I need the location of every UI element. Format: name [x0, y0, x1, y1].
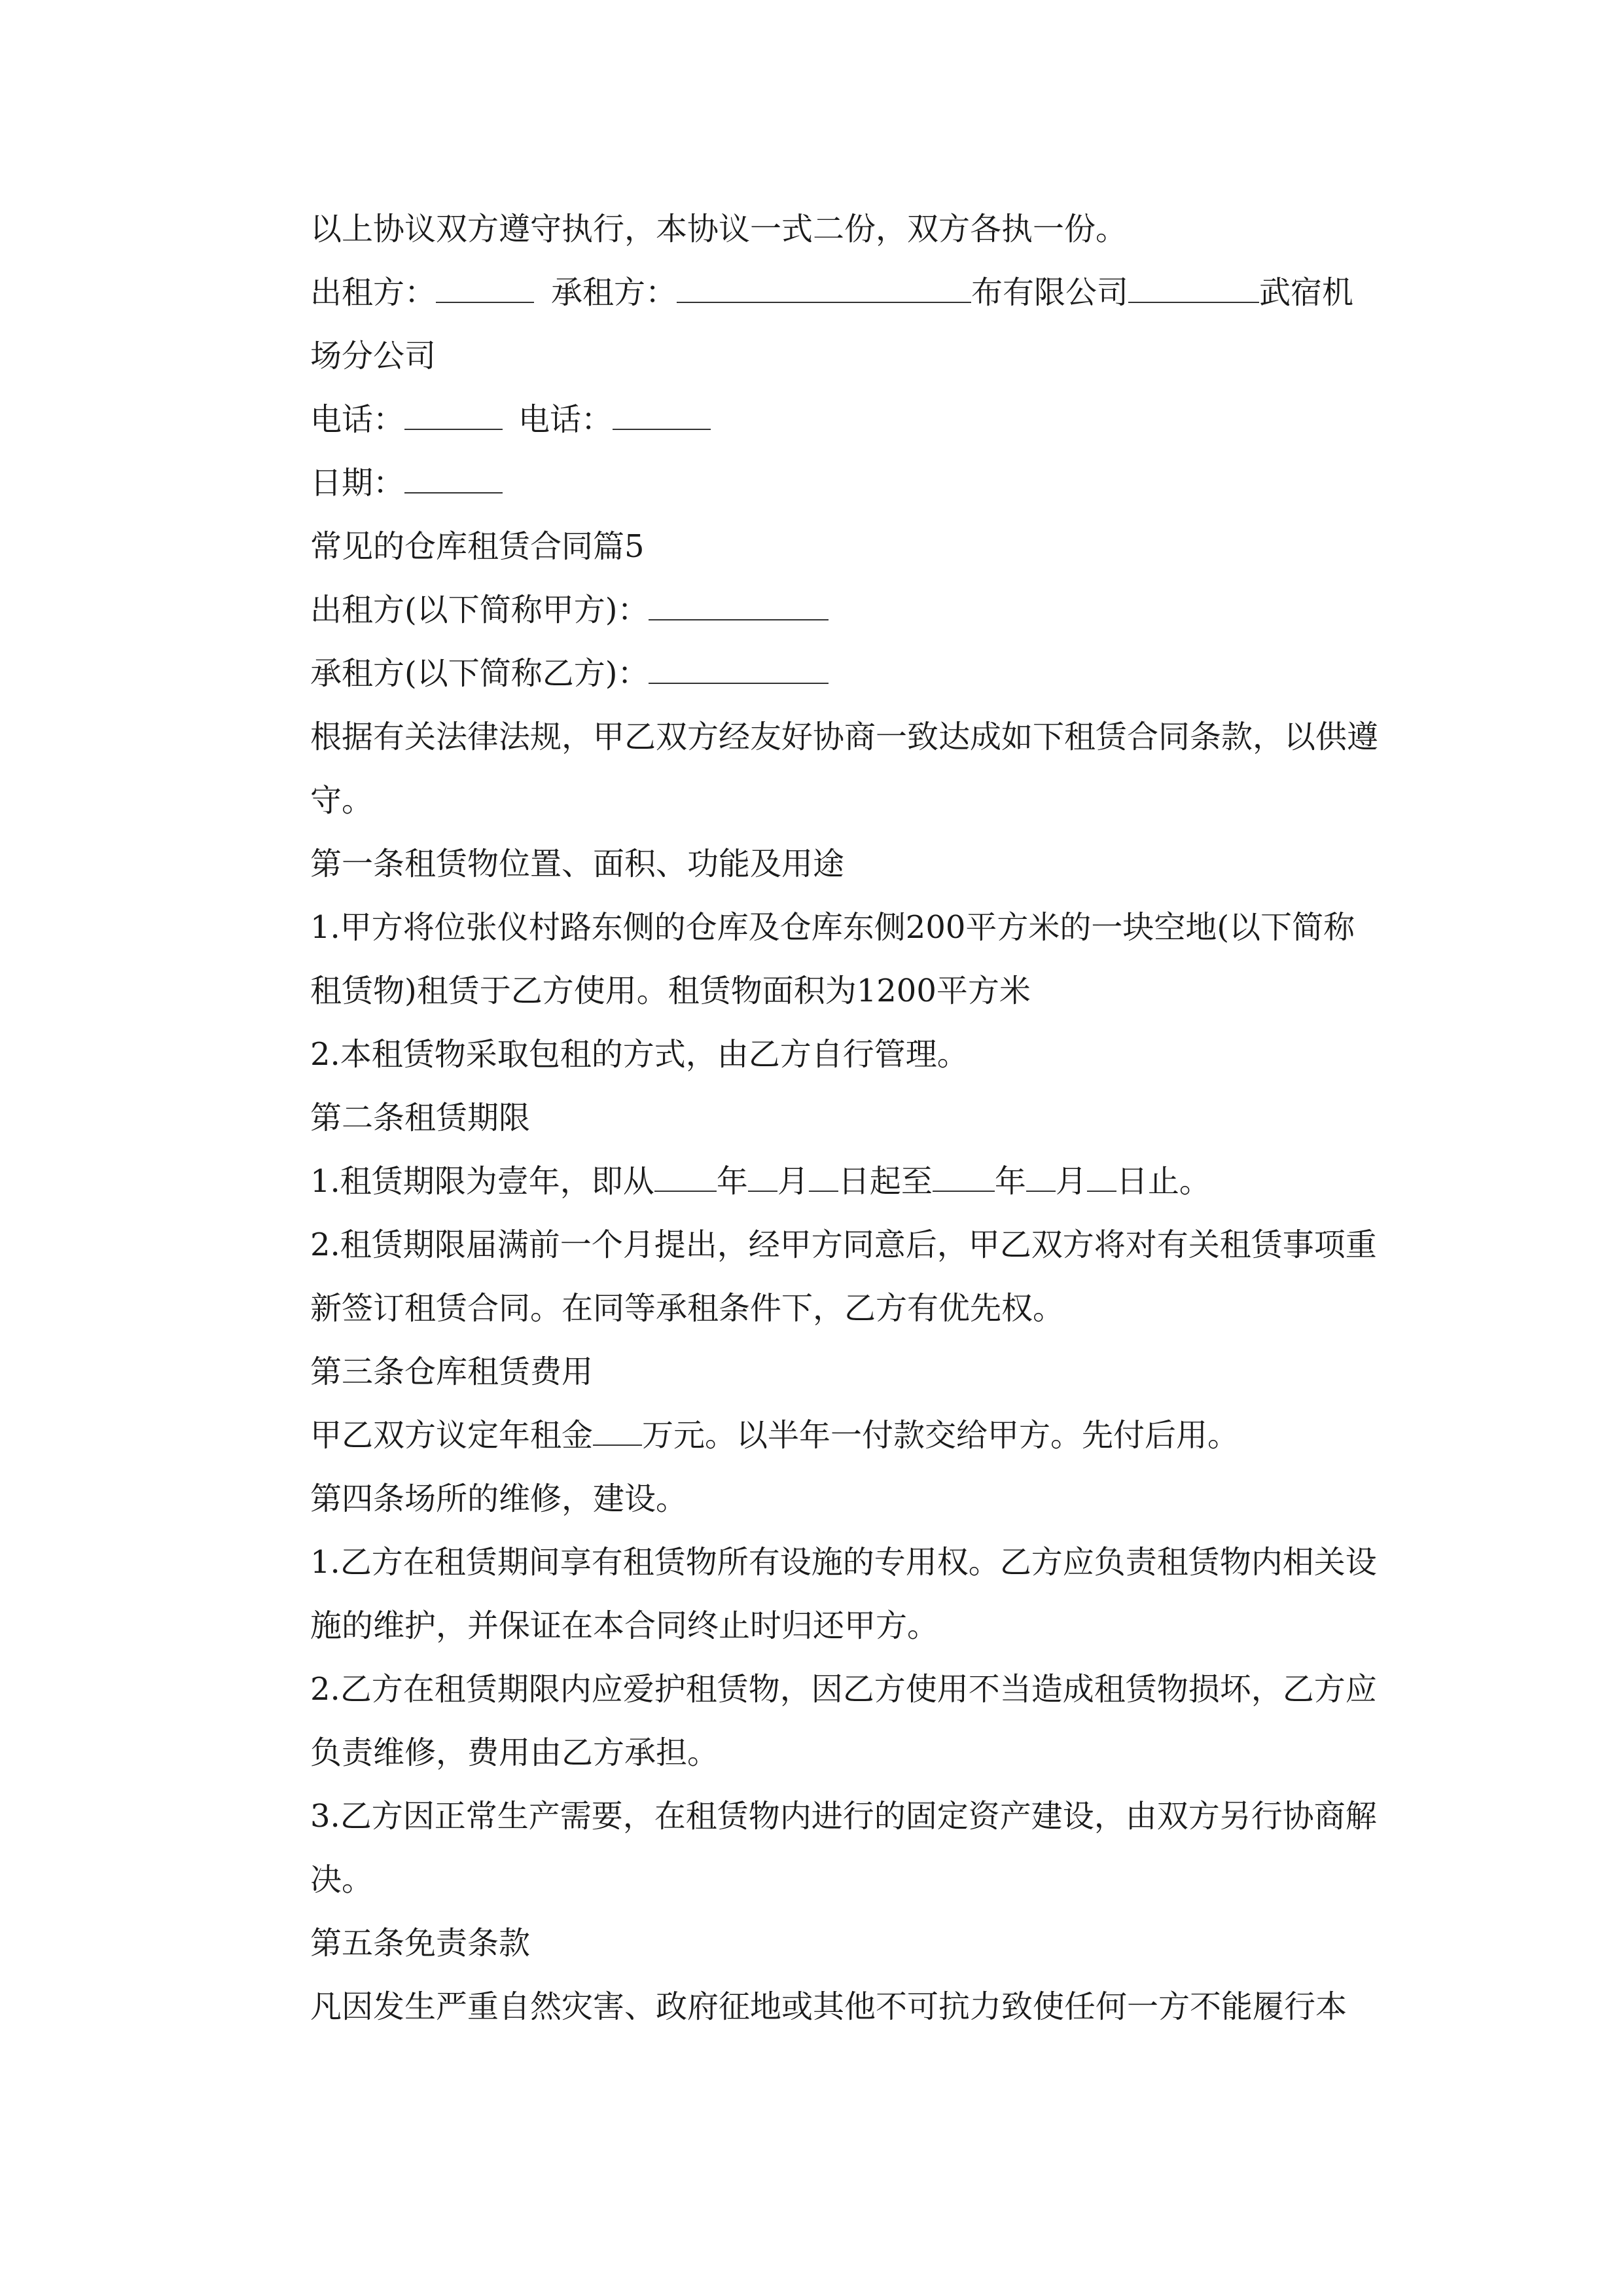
article-5-heading: 第五条免责条款	[310, 1925, 531, 1962]
phone-blank-lessee[interactable]	[613, 389, 711, 430]
company-part2: 武宿机场分公司	[310, 274, 1354, 374]
closing-statement: 以上协议双方遵守执行，本协议一式二份，双方各执一份。	[310, 211, 1128, 247]
start-year-blank[interactable]	[654, 1151, 717, 1192]
article-3-body	[246, 1404, 1378, 1467]
party-a-blank[interactable]	[649, 580, 829, 620]
rent-amount-blank[interactable]	[593, 1405, 642, 1446]
article-2-clause-1	[246, 1150, 1378, 1213]
rent-prefix: 甲乙双方议定年租金	[310, 1417, 594, 1454]
article-2-clause-2: 2.租赁期限届满前一个月提出，经甲方同意后，甲乙双方将对有关租赁事项重新签订租赁合同。在同等承租条件下，乙方有优先权。	[310, 1227, 1377, 1327]
end-year-label: 年	[994, 1163, 1026, 1200]
article-4-clause-3: 3.乙方因正常生产需要，在租赁物内进行的固定资产建设，由双方另行协商解决。	[310, 1798, 1377, 1898]
lessor-blank[interactable]	[436, 262, 534, 303]
article-3-heading: 第三条仓库租赁费用	[310, 1354, 594, 1390]
article-4-heading: 第四条场所的维修，建设。	[310, 1480, 688, 1517]
company-blank[interactable]	[1128, 262, 1259, 303]
party-a-line	[246, 579, 1378, 642]
article-1-clause-1: 1.甲方将位张仪村路东侧的仓库及仓库东侧200平方米的一块空地(以下简称租赁物)租赁于乙方使用。租赁物面积为1200平方米	[310, 909, 1355, 1009]
end-day-blank[interactable]	[1087, 1151, 1116, 1192]
end-month-blank[interactable]	[1026, 1151, 1056, 1192]
end-year-blank[interactable]	[933, 1151, 995, 1192]
start-month-label: 月	[777, 1163, 809, 1200]
article-4-clause-1: 1.乙方在租赁期间享有租赁物所有设施的专用权。乙方应负责租赁物内相关设施的维护，并保证在本合同终止时归还甲方。	[310, 1544, 1377, 1644]
end-day-suffix: 日止。	[1116, 1163, 1211, 1200]
rent-suffix: 万元。以半年一付款交给甲方。先付后用。	[642, 1417, 1240, 1454]
party-b-line	[246, 642, 1378, 706]
party-b-label: 承租方(以下简称乙方)：	[310, 655, 649, 692]
end-month-label: 月	[1055, 1163, 1087, 1200]
section-title: 常见的仓库租赁合同篇5	[310, 528, 645, 565]
article-1-heading: 第一条租赁物位置、面积、功能及用途	[310, 846, 845, 882]
article-5-body: 凡因发生严重自然灾害、政府征地或其他不可抗力致使任何一方不能履行本	[310, 1988, 1347, 2025]
article-4-clause-2: 2.乙方在租赁期限内应爱护租赁物，因乙方使用不当造成租赁物损坏，乙方应负责维修，费用由乙方承担。	[310, 1671, 1377, 1771]
party-a-label: 出租方(以下简称甲方)：	[310, 592, 649, 628]
company-part1: 布有限公司	[971, 274, 1129, 311]
start-day-suffix: 日起至	[838, 1163, 933, 1200]
date-label: 日期：	[310, 465, 405, 501]
preamble-paragraph: 根据有关法律法规，甲乙双方经友好协商一致达成如下租赁合同条款，以供遵守。	[310, 719, 1379, 819]
phone-line	[246, 388, 1378, 452]
article-1-clause-2: 2.本租赁物采取包租的方式，由乙方自行管理。	[310, 1036, 969, 1073]
start-month-blank[interactable]	[748, 1151, 777, 1192]
phone-label-lessee: 电话：	[518, 401, 613, 438]
term-prefix: 1.租赁期限为壹年，即从	[310, 1163, 654, 1200]
document-page	[246, 198, 1378, 2039]
lessor-label: 出租方：	[310, 274, 437, 311]
signature-block	[246, 261, 1378, 388]
date-line	[246, 452, 1378, 515]
phone-blank-lessor[interactable]	[404, 389, 503, 430]
date-blank[interactable]	[404, 453, 503, 493]
start-year-label: 年	[716, 1163, 748, 1200]
phone-label-lessor: 电话：	[310, 401, 405, 438]
article-2-heading: 第二条租赁期限	[310, 1100, 531, 1136]
lessee-label: 承租方：	[551, 274, 677, 311]
start-day-blank[interactable]	[809, 1151, 838, 1192]
lessee-blank[interactable]	[677, 262, 971, 303]
party-b-blank[interactable]	[649, 643, 829, 684]
